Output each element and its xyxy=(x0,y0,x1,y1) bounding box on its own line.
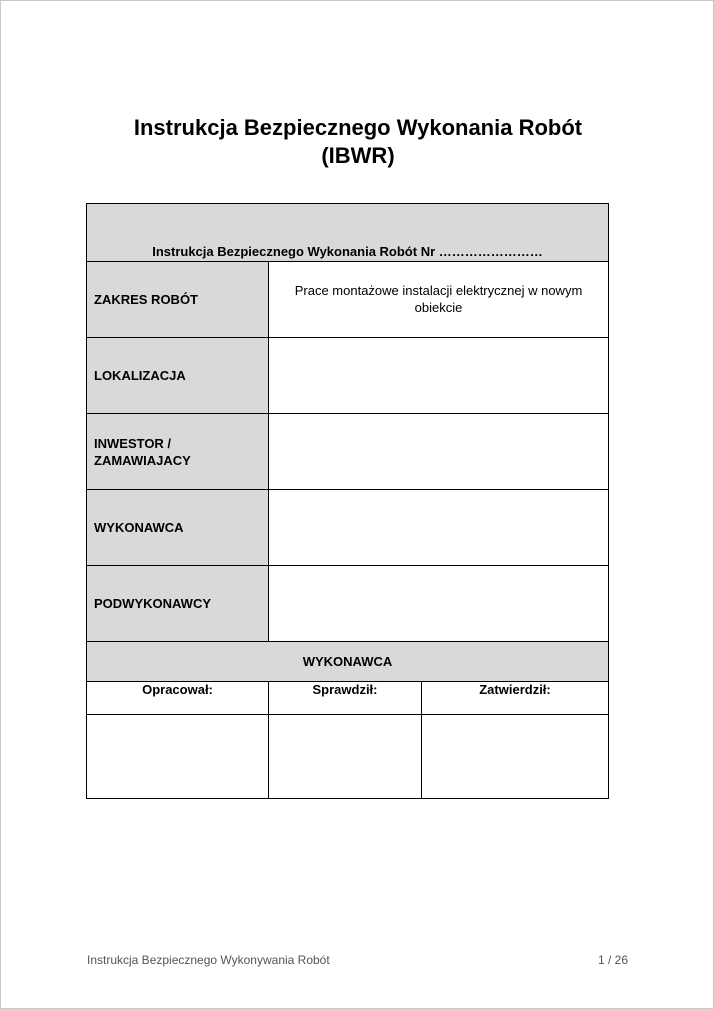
label-opracowal: Opracował: xyxy=(87,682,269,715)
page-title xyxy=(1,114,714,170)
ibwr-form-table xyxy=(86,203,609,799)
form-row-inwestor xyxy=(87,414,609,490)
label-inwestor: INWESTOR / ZAMAWIAJACY xyxy=(87,414,269,490)
label-zakres-robot: ZAKRES ROBÓT xyxy=(87,262,269,338)
form-header: Instrukcja Bezpiecznego Wykonania Robót Nr …………………… xyxy=(87,204,609,262)
label-sprawdzil: Sprawdził: xyxy=(269,682,422,715)
section-row xyxy=(87,642,609,682)
value-wykonawca[interactable] xyxy=(269,490,609,566)
form-row-podwykonawcy xyxy=(87,566,609,642)
value-podwykonawcy[interactable] xyxy=(269,566,609,642)
form-row-zakres xyxy=(87,262,609,338)
label-podwykonawcy: PODWYKONAWCY xyxy=(87,566,269,642)
signature-labels-row xyxy=(87,682,609,715)
section-title-wykonawca: WYKONAWCA xyxy=(87,642,609,682)
signature-box-zatwierdzil[interactable] xyxy=(422,715,609,799)
signature-boxes-row xyxy=(87,715,609,799)
page-number: 1 / 26 xyxy=(598,953,629,967)
form-row-wykonawca xyxy=(87,490,609,566)
label-zatwierdzil: Zatwierdził: xyxy=(422,682,609,715)
label-wykonawca: WYKONAWCA xyxy=(87,490,269,566)
title-line-2: (IBWR) xyxy=(321,143,395,168)
signature-box-opracowal[interactable] xyxy=(87,715,269,799)
value-lokalizacja[interactable] xyxy=(269,338,609,414)
value-inwestor[interactable] xyxy=(269,414,609,490)
signature-box-sprawdzil[interactable] xyxy=(269,715,422,799)
form-row-lokalizacja xyxy=(87,338,609,414)
footer-title: Instrukcja Bezpiecznego Wykonywania Robót xyxy=(87,953,330,967)
form-header-row xyxy=(87,204,609,262)
label-lokalizacja: LOKALIZACJA xyxy=(87,338,269,414)
value-zakres-robot[interactable]: Prace montażowe instalacji elektrycznej w nowym obiekcie xyxy=(269,262,609,338)
title-line-1: Instrukcja Bezpiecznego Wykonania Robót xyxy=(133,115,583,140)
